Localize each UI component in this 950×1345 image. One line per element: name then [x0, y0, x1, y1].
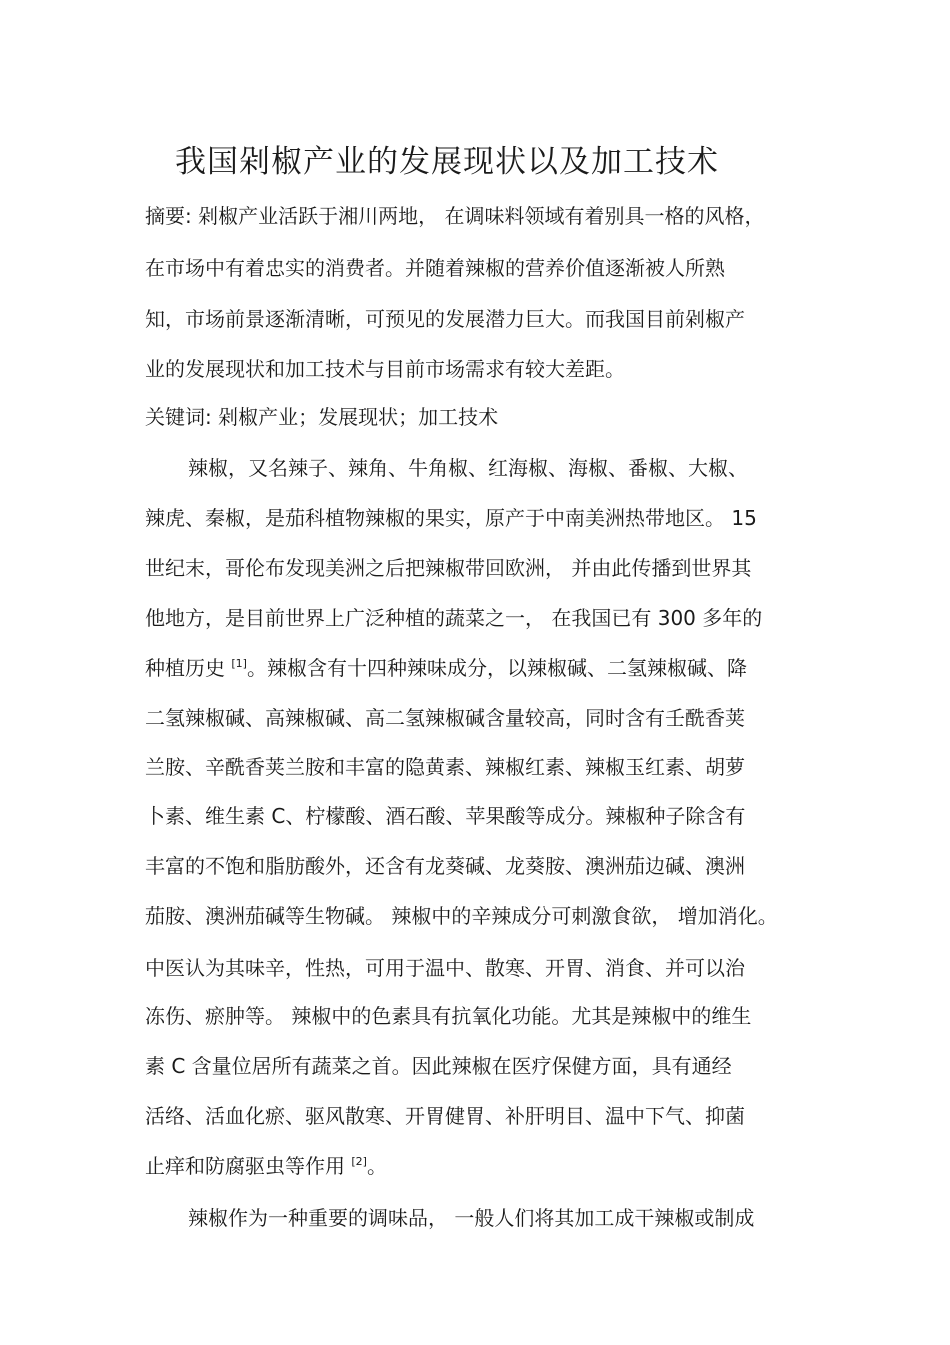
- body-line: 素 C 含量位居所有蔬菜之首。因此辣椒在医疗保健方面，具有通经: [145, 1054, 732, 1078]
- abstract-line: 业的发展现状和加工技术与目前市场需求有较大差距。: [145, 357, 625, 381]
- document-title: 我国剁椒产业的发展现状以及加工技术: [175, 144, 719, 180]
- body-line: 活络、活血化瘀、驱风散寒、开胃健胃、补肝明目、温中下气、抑菌: [145, 1104, 745, 1128]
- body-line: 他地方，是目前世界上广泛种植的蔬菜之一， 在我国已有 300 多年的: [145, 606, 763, 630]
- text-segment: 。辣椒含有十四种辣味成分，以辣椒碱、二氢辣椒碱、降: [246, 656, 747, 680]
- citation-1: [1]: [231, 657, 247, 670]
- body-line: 冻伤、瘀肿等。 辣椒中的色素具有抗氧化功能。尤其是辣椒中的维生: [145, 1004, 752, 1028]
- text-segment: 。: [366, 1154, 387, 1178]
- body-line: 兰胺、辛酰香荚兰胺和丰富的隐黄素、辣椒红素、辣椒玉红素、胡萝: [145, 755, 745, 779]
- keywords-line: 关键词: 剁椒产业；发展现状；加工技术: [145, 405, 499, 429]
- abstract-line: 在市场中有着忠实的消费者。并随着辣椒的营养价值逐渐被人所熟: [145, 256, 725, 280]
- body-line: 二氢辣椒碱、高辣椒碱、高二氢辣椒碱含量较高，同时含有壬酰香荚: [145, 706, 745, 730]
- body-line: 辣椒，又名辣子、辣角、牛角椒、红海椒、海椒、番椒、大椒、: [188, 456, 748, 480]
- body-line-with-citation: [145, 655, 747, 681]
- body-line: 卜素、维生素 C、柠檬酸、酒石酸、苹果酸等成分。辣椒种子除含有: [145, 804, 746, 828]
- body-line: 辣椒作为一种重要的调味品， 一般人们将其加工成干辣椒或制成: [188, 1206, 755, 1230]
- body-line: 中医认为其味辛，性热，可用于温中、散寒、开胃、消食、并可以治: [145, 956, 745, 980]
- abstract-line: 知，市场前景逐渐清晰，可预见的发展潜力巨大。而我国目前剁椒产: [145, 307, 745, 331]
- body-line: 茄胺、澳洲茄碱等生物碱。 辣椒中的辛辣成分可刺激食欲， 增加消化。: [145, 904, 778, 928]
- abstract-line: 摘要: 剁椒产业活跃于湘川两地， 在调味料领域有着别具一格的风格，: [145, 204, 765, 228]
- body-line-with-citation: [145, 1153, 387, 1179]
- citation-2: [2]: [351, 1155, 367, 1168]
- text-segment: 止痒和防腐驱虫等作用: [145, 1154, 352, 1178]
- body-line: 世纪末，哥伦布发现美洲之后把辣椒带回欧洲， 并由此传播到世界其: [145, 556, 752, 580]
- body-line: 辣虎、秦椒，是茄科植物辣椒的果实，原产于中南美洲热带地区。 15: [145, 506, 757, 530]
- body-line: 丰富的不饱和脂肪酸外，还含有龙葵碱、龙葵胺、澳洲茄边碱、澳洲: [145, 854, 745, 878]
- text-segment: 种植历史: [145, 656, 232, 680]
